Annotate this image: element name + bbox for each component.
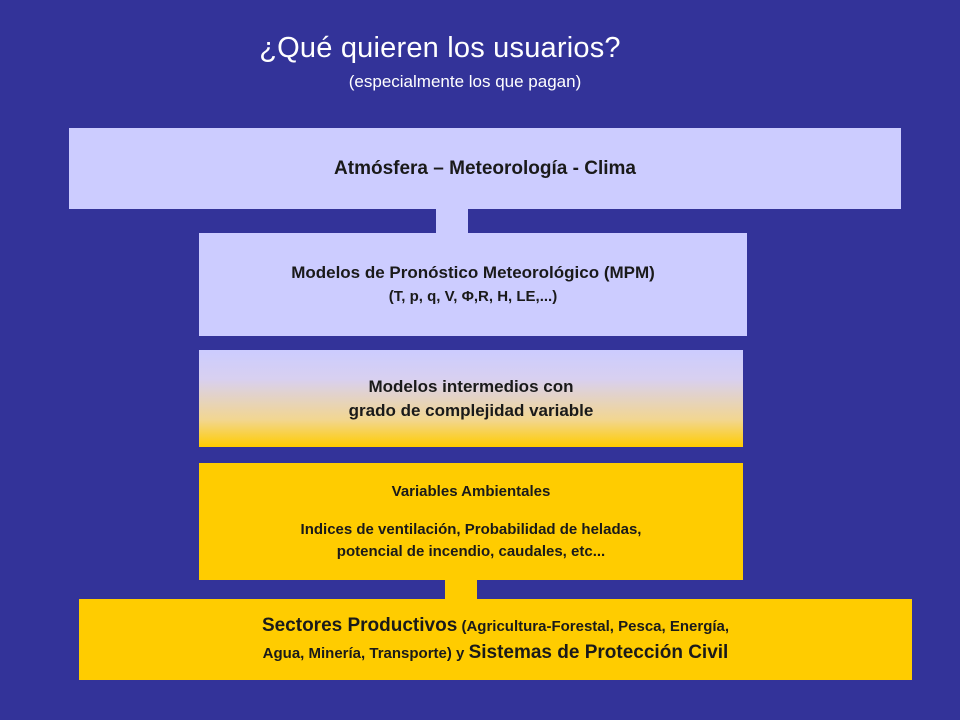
variables-title: Variables Ambientales bbox=[391, 482, 551, 500]
page-title: ¿Qué quieren los usuarios? bbox=[259, 32, 621, 64]
box-modelos-pronostico bbox=[199, 233, 747, 336]
sectores-line-1 bbox=[262, 613, 729, 640]
mpm-variables: (T, p, q, V, Φ,R, H, LE,...) bbox=[388, 287, 558, 305]
sectores-list-1: (Agricultura-Forestal, Pesca, Energía, bbox=[457, 617, 730, 635]
box-atmosfera bbox=[69, 128, 901, 209]
box-modelos-intermedios bbox=[199, 350, 743, 447]
intermedios-line-1: Modelos intermedios con bbox=[368, 376, 574, 396]
sectores-heading-2: Sistemas de Protección Civil bbox=[468, 641, 729, 663]
box-sectores-productivos bbox=[79, 599, 912, 680]
sectores-list-2: Agua, Minería, Transporte) y bbox=[262, 644, 469, 662]
connector-atmosfera-mpm bbox=[436, 209, 468, 233]
atmosfera-label: Atmósfera – Meteorología - Clima bbox=[334, 157, 636, 179]
variables-line-2: potencial de incendio, caudales, etc... bbox=[336, 542, 606, 560]
variables-line-1: Indices de ventilación, Probabilidad de heladas, bbox=[300, 520, 642, 538]
sectores-heading: Sectores Productivos bbox=[261, 614, 458, 636]
connector-variables-sectores bbox=[445, 580, 477, 599]
sectores-line-2 bbox=[263, 640, 729, 667]
intermedios-line-2: grado de complejidad variable bbox=[348, 400, 594, 420]
mpm-title: Modelos de Pronóstico Meteorológico (MPM) bbox=[291, 262, 655, 282]
box-variables-ambientales bbox=[199, 463, 743, 580]
page-subtitle: (especialmente los que pagan) bbox=[348, 72, 582, 91]
